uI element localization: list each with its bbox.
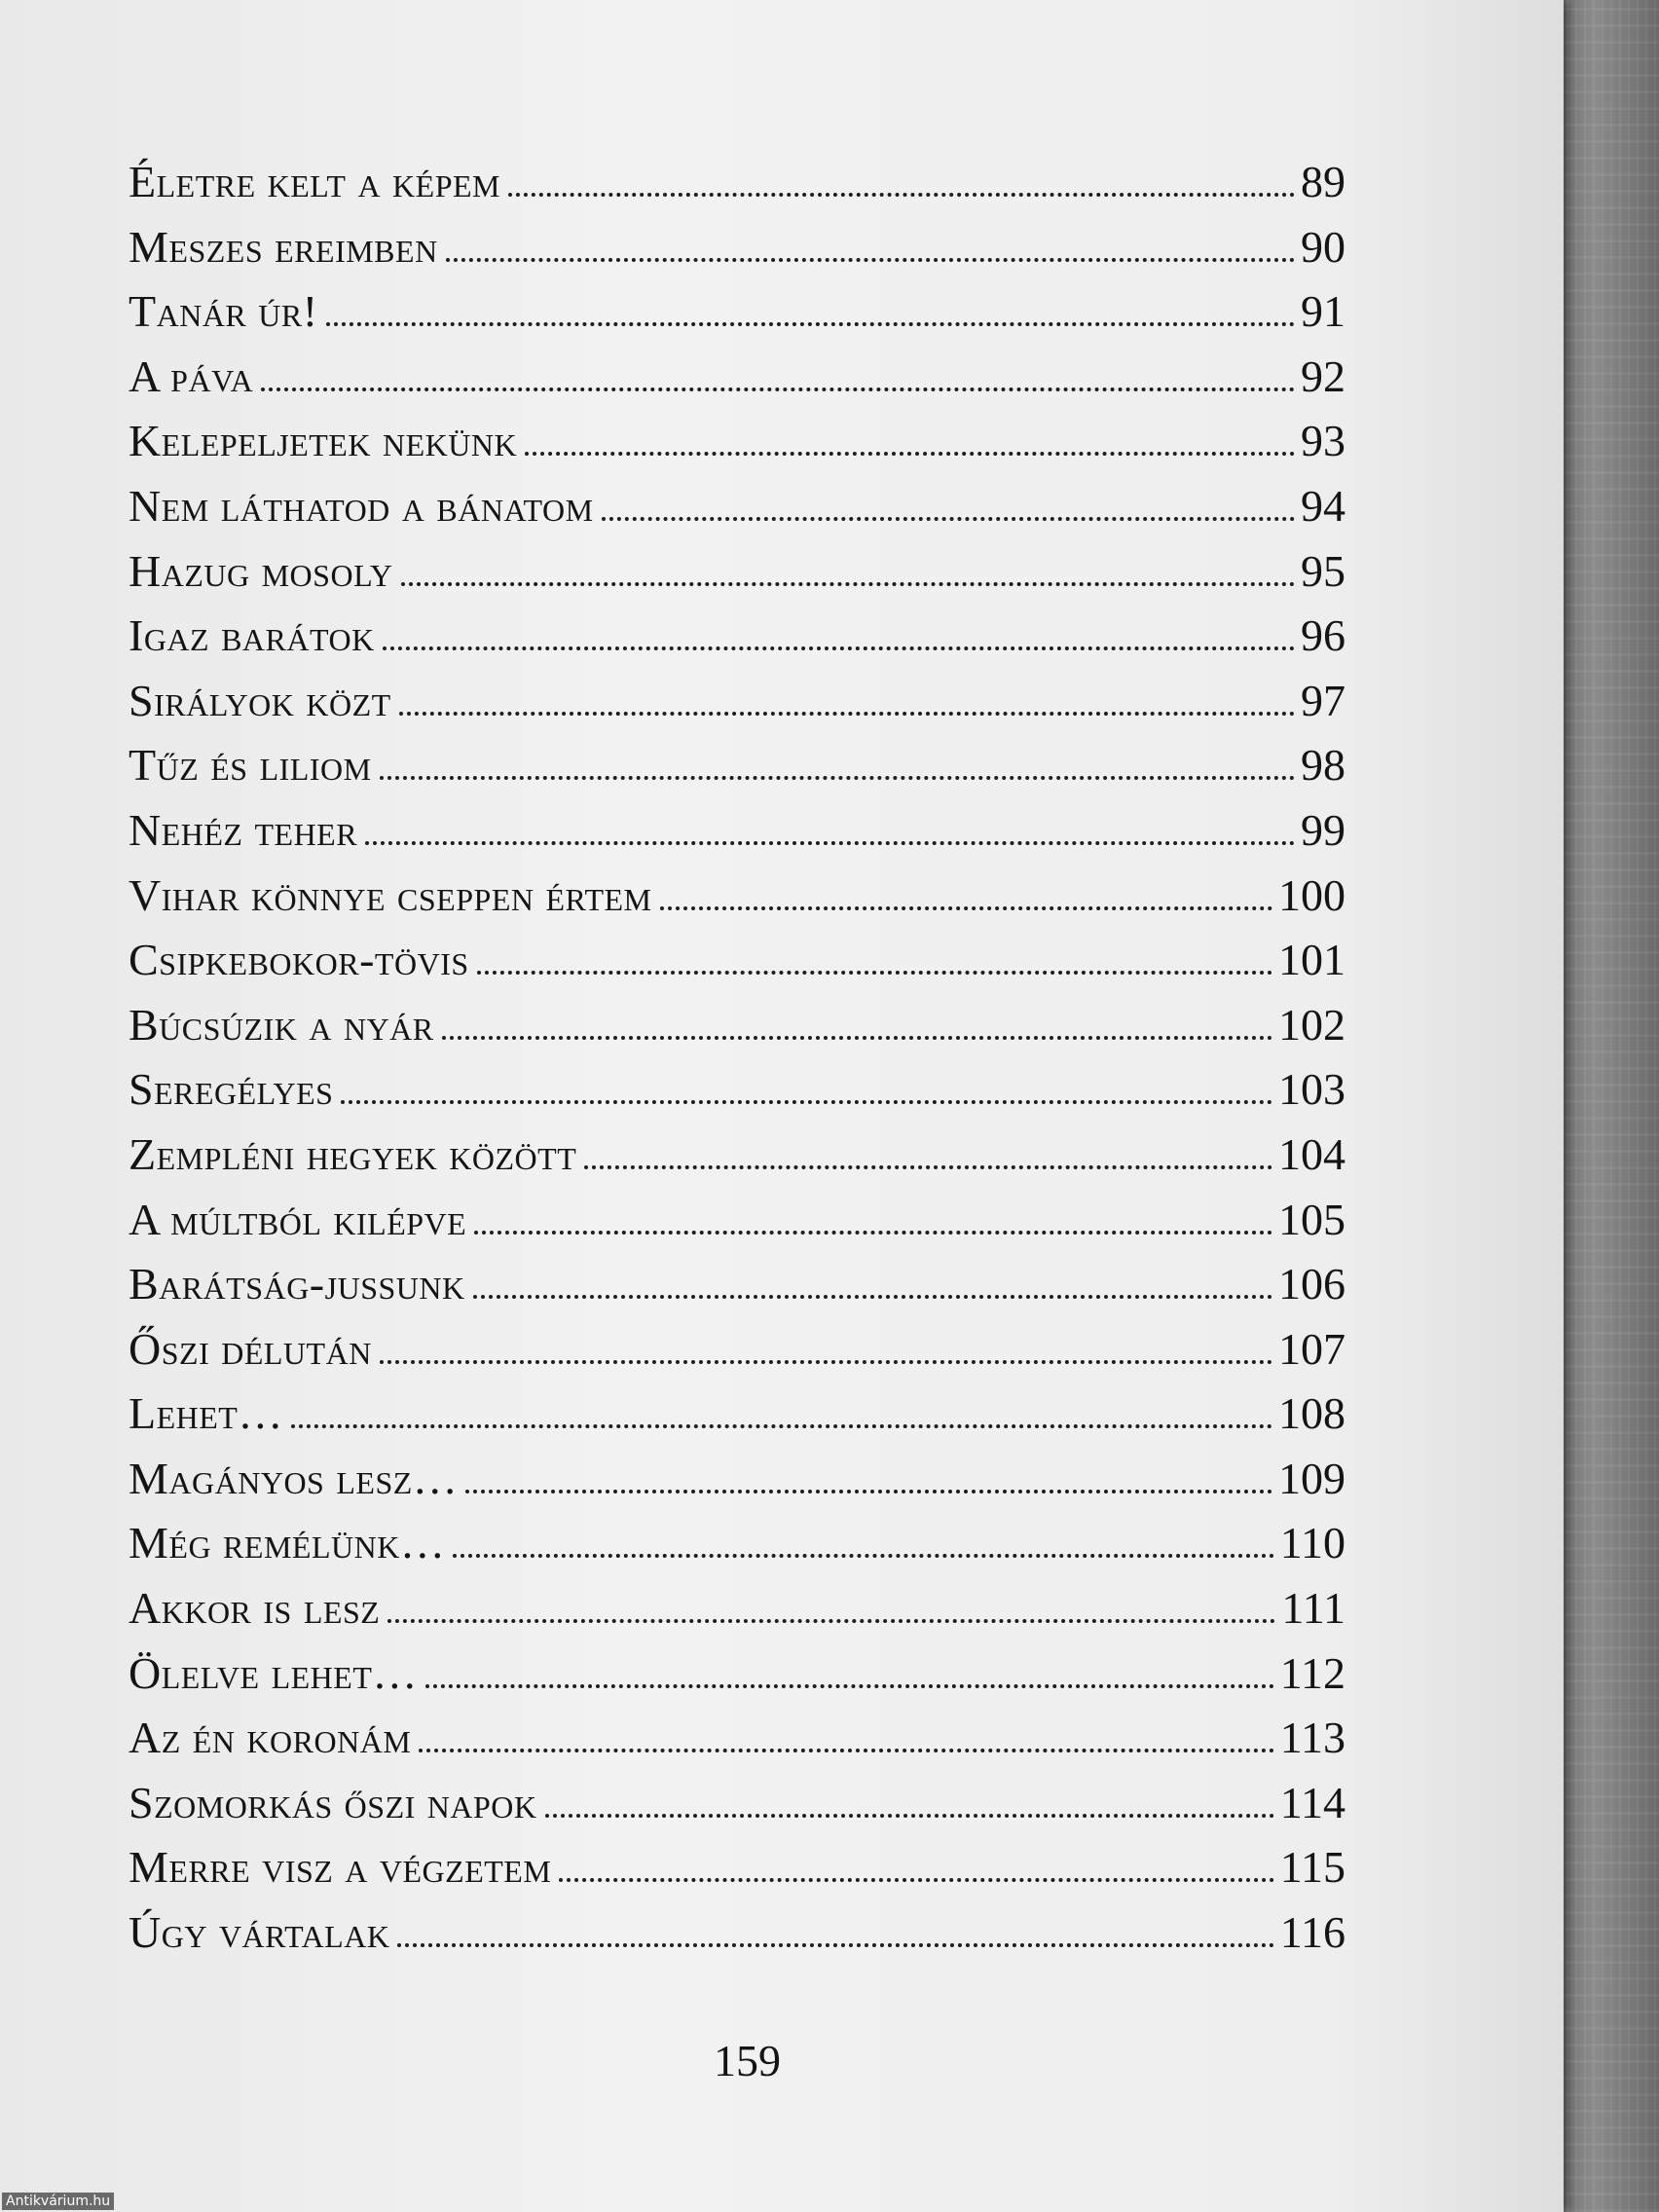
toc-entry-page: 110 — [1279, 1518, 1346, 1568]
toc-entry — [129, 1063, 1346, 1128]
dot-leader — [380, 776, 1295, 780]
dot-leader — [399, 712, 1295, 716]
toc-entry-title: Tűz és liliom — [129, 740, 372, 791]
toc-entry — [129, 1323, 1346, 1388]
toc-entry-page: 99 — [1301, 804, 1346, 855]
toc-entry — [129, 1777, 1346, 1842]
toc-entry — [129, 739, 1346, 804]
toc-entry — [129, 1258, 1346, 1323]
toc-entry — [129, 609, 1346, 675]
toc-entry-page: 112 — [1279, 1647, 1346, 1698]
toc-entry-title: Úgy vártalak — [129, 1907, 390, 1958]
dot-leader — [341, 1100, 1272, 1104]
toc-entry — [129, 999, 1346, 1064]
toc-entry — [129, 415, 1346, 480]
toc-entry — [129, 1453, 1346, 1518]
toc-entry-page: 98 — [1301, 740, 1346, 791]
dot-leader — [401, 582, 1295, 586]
toc-entry — [129, 1906, 1346, 1972]
dot-leader — [584, 1165, 1272, 1169]
toc-entry-page: 90 — [1301, 221, 1346, 272]
dot-leader — [660, 906, 1273, 910]
background-surface — [1558, 0, 1659, 2212]
toc-entry-title: A páva — [129, 350, 254, 401]
toc-entry — [129, 1712, 1346, 1777]
toc-entry-title: Barátság-jussunk — [129, 1259, 465, 1309]
dot-leader — [425, 1684, 1274, 1688]
toc-entry-title: Csipkebokor-tövis — [129, 935, 469, 985]
toc-entry-title: Igaz barátok — [129, 610, 375, 661]
toc-entry-page: 114 — [1279, 1777, 1346, 1827]
dot-leader — [465, 1490, 1272, 1493]
toc-entry-page: 113 — [1279, 1713, 1346, 1763]
dot-leader — [545, 1814, 1274, 1818]
dot-leader — [446, 258, 1295, 262]
toc-entry-title: A múltból kilépve — [129, 1194, 467, 1244]
dot-leader — [474, 1231, 1272, 1235]
dot-leader — [380, 1360, 1272, 1364]
toc-entry-title: Merre visz a végzetem — [129, 1842, 552, 1893]
toc-entry-title: Vihar könnye cseppen értem — [129, 869, 652, 920]
toc-entry — [129, 1647, 1346, 1713]
dot-leader — [397, 1943, 1273, 1947]
toc-entry-title: Nehéz teher — [129, 804, 358, 855]
toc-entry-page: 96 — [1301, 610, 1346, 661]
dot-leader — [453, 1554, 1273, 1558]
toc-entry-page: 102 — [1278, 999, 1346, 1050]
toc-entry-title: Hazug mosoly — [129, 545, 393, 596]
toc-entry-page: 94 — [1301, 480, 1346, 531]
toc-entry — [129, 545, 1346, 610]
toc-entry-title: Akkor is lesz — [129, 1583, 381, 1634]
toc-entry — [129, 1841, 1346, 1906]
page-number: 159 — [714, 2036, 781, 2085]
toc-entry — [129, 1517, 1346, 1582]
toc-entry-title: Az én koronám — [129, 1713, 412, 1763]
toc-entry-title: Tanár úr! — [129, 286, 318, 337]
toc-entry — [129, 1194, 1346, 1259]
toc-entry-title: Búcsúzik a nyár — [129, 999, 434, 1050]
toc-entry-title: Ölelve lehet… — [129, 1647, 418, 1698]
toc-entry-page: 95 — [1301, 545, 1346, 596]
dot-leader — [508, 193, 1295, 197]
toc-entry-page: 97 — [1301, 675, 1346, 725]
toc-entry — [129, 675, 1346, 740]
toc-entry-title: Meszes ereimben — [129, 221, 438, 272]
toc-entry — [129, 1582, 1346, 1647]
toc-entry-title: Zempléni hegyek között — [129, 1128, 577, 1179]
toc-entry — [129, 285, 1346, 350]
toc-entry-page: 108 — [1278, 1388, 1346, 1439]
toc-entry-page: 104 — [1278, 1128, 1346, 1179]
toc-entry-page: 115 — [1279, 1842, 1346, 1893]
toc-entry-page: 106 — [1278, 1259, 1346, 1309]
dot-leader — [559, 1878, 1273, 1882]
toc-entry-title: Még remélünk… — [129, 1518, 446, 1568]
toc-entry-page: 111 — [1281, 1583, 1346, 1634]
toc-entry-title: Életre kelt a képem — [129, 157, 501, 206]
toc-entry — [129, 934, 1346, 999]
dot-leader — [326, 322, 1295, 326]
toc-entry — [129, 156, 1346, 221]
toc-entry-title: Lehet… — [129, 1388, 283, 1439]
toc-entry-title: Magányos lesz… — [129, 1453, 459, 1503]
dot-leader — [365, 841, 1295, 845]
toc-entry-title: Szomorkás őszi napok — [129, 1777, 537, 1827]
toc-entry-title: Sirályok közt — [129, 675, 391, 725]
toc-entry — [129, 1128, 1346, 1194]
toc-entry-page: 103 — [1278, 1064, 1346, 1115]
toc-entry-title: Kelepeljetek nekünk — [129, 416, 518, 466]
toc-entry — [129, 350, 1346, 416]
dot-leader — [442, 1036, 1272, 1040]
watermark-label: Antikvárium.hu — [2, 2193, 114, 2210]
dot-leader — [419, 1749, 1273, 1752]
toc-entry — [129, 869, 1346, 935]
toc-entry-title: Őszi délután — [129, 1323, 372, 1374]
toc-entry — [129, 221, 1346, 286]
toc-entry-page: 100 — [1278, 869, 1346, 920]
dot-leader — [602, 517, 1295, 521]
toc-entry — [129, 804, 1346, 869]
dot-leader — [477, 971, 1272, 975]
toc-entry-title: Nem láthatod a bánatom — [129, 480, 594, 531]
dot-leader — [261, 387, 1295, 391]
toc-entry — [129, 480, 1346, 545]
toc-entry-page: 105 — [1278, 1194, 1346, 1244]
dot-leader — [387, 1619, 1275, 1623]
dot-leader — [473, 1295, 1272, 1299]
toc-entry-page: 116 — [1279, 1907, 1346, 1958]
table-of-contents — [129, 156, 1346, 1972]
dot-leader — [383, 646, 1295, 650]
dot-leader — [291, 1424, 1272, 1428]
toc-entry-page: 101 — [1278, 935, 1346, 985]
toc-entry-page: 109 — [1278, 1453, 1346, 1503]
toc-entry-page: 93 — [1301, 416, 1346, 466]
toc-entry-page: 92 — [1301, 350, 1346, 401]
toc-entry-page: 89 — [1301, 157, 1346, 206]
toc-entry-title: Seregélyes — [129, 1064, 334, 1115]
toc-entry-page: 107 — [1278, 1323, 1346, 1374]
toc-entry — [129, 1387, 1346, 1453]
toc-entry-page: 91 — [1301, 286, 1346, 337]
dot-leader — [525, 452, 1295, 456]
